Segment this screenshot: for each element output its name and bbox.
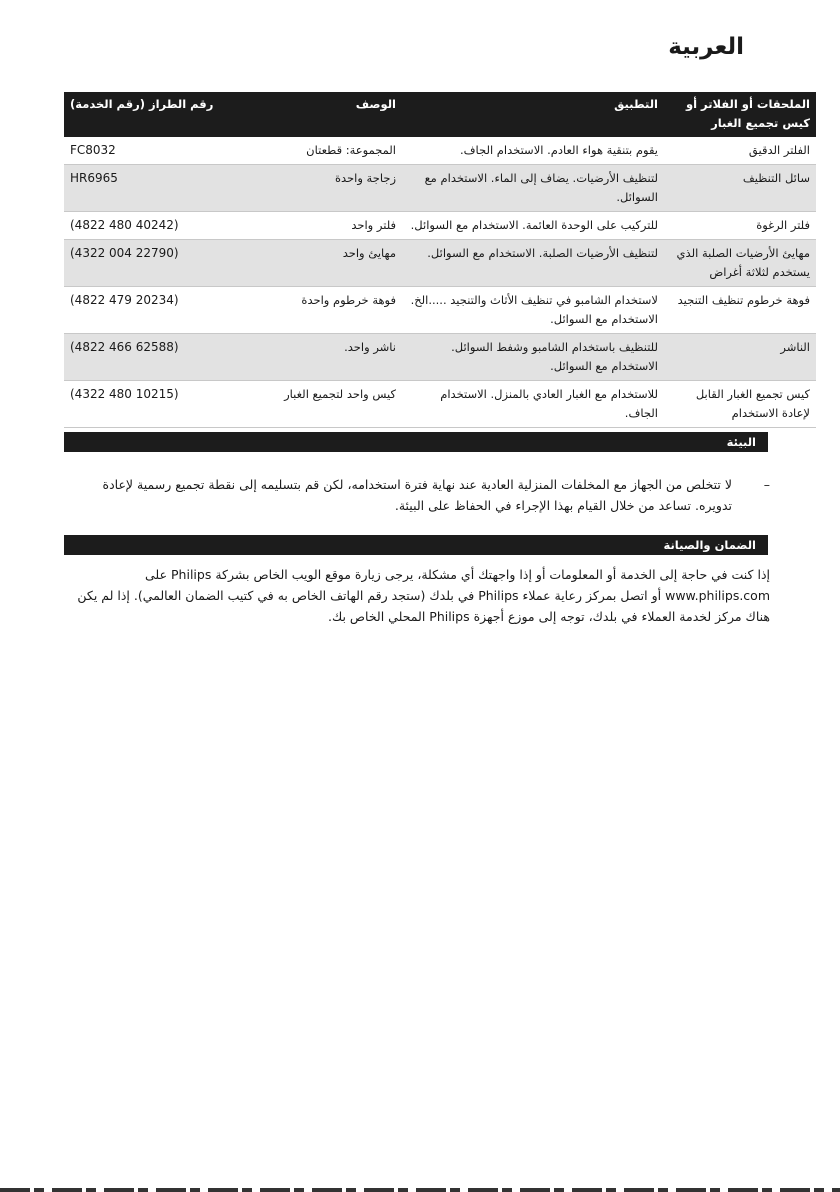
cell-model: (4822 466 62588) — [64, 334, 244, 381]
cell-application: للتركيب على الوحدة العائمة. الاستخدام مع السوائل. — [402, 212, 664, 240]
environment-paragraph: لا تتخلص من الجهاز مع المخلفات المنزلية العادية عند نهاية فترة استخدامه، لكن قم بتسليمه إلى نقطة تجميع رسمية لإعادة تدويره. تساعد من خلال القيام بهذا الإجراء في الحفاظ على البيئة. — [102, 477, 732, 513]
cell-description: زجاجة واحدة — [244, 165, 402, 212]
cell-accessory: مهايئ الأرضيات الصلبة الذي يستخدم لثلاثة أغراض — [664, 240, 816, 287]
cell-accessory: الناشر — [664, 334, 816, 381]
cell-description: المجموعة: قطعتان — [244, 137, 402, 165]
table-row — [64, 240, 816, 287]
table-header-row — [64, 92, 816, 137]
header-description: الوصف — [244, 92, 402, 137]
cell-accessory: فوهة خرطوم تنظيف التنجيد — [664, 287, 816, 334]
cell-description: فلتر واحد — [244, 212, 402, 240]
cell-model: HR6965 — [64, 165, 244, 212]
cell-application: لاستخدام الشامبو في تنظيف الأثاث والتنجيد .....الخ. الاستخدام مع السوائل. — [402, 287, 664, 334]
cell-model: FC8032 — [64, 137, 244, 165]
cell-description: فوهة خرطوم واحدة — [244, 287, 402, 334]
table-row — [64, 165, 816, 212]
cell-accessory: الفلتر الدقيق — [664, 137, 816, 165]
table-row — [64, 287, 816, 334]
accessories-table — [64, 92, 816, 428]
cell-accessory: كيس تجميع الغبار القابل لإعادة الاستخدام — [664, 381, 816, 428]
environment-section-header — [64, 432, 768, 452]
cell-description: ناشر واحد. — [244, 334, 402, 381]
cell-model: (4822 480 40242) — [64, 212, 244, 240]
page-footer-strip — [0, 1188, 840, 1192]
page-language-title: العربية — [668, 34, 744, 60]
cell-application: للاستخدام مع الغبار العادي بالمنزل. الاستخدام الجاف. — [402, 381, 664, 428]
warranty-section-header — [64, 535, 768, 555]
table-row — [64, 212, 816, 240]
header-application: التطبيق — [402, 92, 664, 137]
environment-title: البيئة — [726, 435, 756, 449]
cell-description: كيس واحد لتجميع الغبار — [244, 381, 402, 428]
cell-model: (4322 004 22790) — [64, 240, 244, 287]
cell-application: يقوم بتنقية هواء العادم. الاستخدام الجاف. — [402, 137, 664, 165]
warranty-paragraph: إذا كنت في حاجة إلى الخدمة أو المعلومات أو إذا واجهتك أي مشكلة، يرجى زيارة موقع الويب الخاص بشركة Philips على www.philips.com أو اتصل بمركز رعاية عملاء Philips في بلدك (ستجد رقم الهاتف الخاص به في كتيب الضمان العالمي). إذا لم يكن هناك مركز لخدمة العملاء في بلدك، توجه إلى موزع أجهزة Philips المحلي الخاص بك. — [77, 567, 770, 624]
cell-model: (4822 479 20234) — [64, 287, 244, 334]
cell-accessory: سائل التنظيف — [664, 165, 816, 212]
header-model: رقم الطراز (رقم الخدمة) — [64, 92, 244, 137]
warranty-title: الضمان والصيانة — [663, 538, 756, 552]
table-row — [64, 334, 816, 381]
cell-model: (4322 480 10215) — [64, 381, 244, 428]
header-accessory: الملحقات أو الفلاتر أو كيس تجميع الغبار — [664, 92, 816, 137]
table-row — [64, 137, 816, 165]
cell-application: لتنظيف الأرضيات. يضاف إلى الماء. الاستخدام مع السوائل. — [402, 165, 664, 212]
environment-bullet-dash: – — [763, 477, 770, 492]
cell-application: لتنظيف الأرضيات الصلبة. الاستخدام مع السوائل. — [402, 240, 664, 287]
cell-accessory: فلتر الرغوة — [664, 212, 816, 240]
cell-application: للتنظيف باستخدام الشامبو وشفط السوائل. الاستخدام مع السوائل. — [402, 334, 664, 381]
table-row — [64, 381, 816, 428]
cell-description: مهايئ واحد — [244, 240, 402, 287]
